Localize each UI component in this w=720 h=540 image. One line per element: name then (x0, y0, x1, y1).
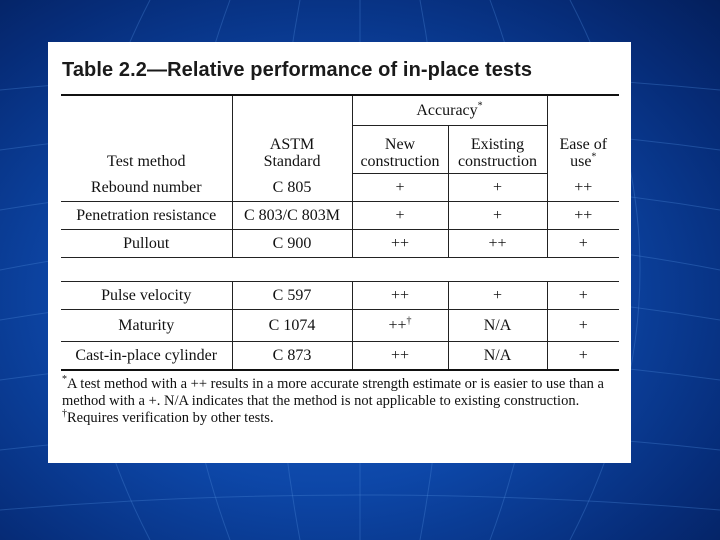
cell-existing: ++ (448, 230, 547, 258)
cell-ease: ++ (547, 202, 619, 230)
cell-astm: C 900 (232, 230, 352, 258)
dagger-mark: † (406, 315, 412, 327)
footnote-verification: †Requires verification by other tests. (62, 408, 274, 426)
cell-existing: + (448, 282, 547, 310)
cell-existing: + (448, 202, 547, 230)
section-gap (61, 258, 619, 282)
cell-ease: + (547, 310, 619, 342)
header-astm-standard: ASTM Standard (232, 95, 352, 174)
header-existing-construction: Existing construction (448, 126, 547, 174)
cell-new: ++ (352, 342, 448, 370)
cell-astm: C 803/C 803M (232, 202, 352, 230)
cell-astm: C 805 (232, 174, 352, 202)
cell-method: Rebound number (61, 174, 232, 202)
cell-new: ++† (352, 310, 448, 342)
cell-ease: + (547, 342, 619, 370)
cell-new: + (352, 174, 448, 202)
cell-ease: ++ (547, 174, 619, 202)
cell-ease: + (547, 282, 619, 310)
header-accuracy: Accuracy* (352, 95, 547, 126)
table-title: Table 2.2—Relative performance of in-place tests (62, 59, 533, 81)
table-row (61, 342, 619, 370)
cell-method: Maturity (61, 310, 232, 342)
header-new-construction: New construction (352, 126, 448, 174)
cell-new: ++ (352, 230, 448, 258)
table-footnotes (62, 376, 620, 427)
footnote-mark: * (477, 100, 483, 112)
cell-existing: N/A (448, 342, 547, 370)
cell-new: + (352, 202, 448, 230)
header-test-method: Test method (61, 95, 232, 174)
footnote-accuracy: *A test method with a ++ results in a more accurate strength estimate or is easier to use than a method with a +. N/A indicates that the method is not applicable to existing construction. (62, 374, 604, 409)
cell-existing: N/A (448, 310, 547, 342)
table-row (61, 282, 619, 310)
performance-table (61, 94, 619, 371)
table-row (61, 174, 619, 202)
cell-existing: + (448, 174, 547, 202)
cell-method: Pullout (61, 230, 232, 258)
table-row (61, 230, 619, 258)
cell-astm: C 597 (232, 282, 352, 310)
table-row (61, 310, 619, 342)
cell-method: Pulse velocity (61, 282, 232, 310)
cell-ease: + (547, 230, 619, 258)
cell-method: Penetration resistance (61, 202, 232, 230)
table-row (61, 202, 619, 230)
cell-method: Cast-in-place cylinder (61, 342, 232, 370)
header-ease-of-use: Ease of use* (547, 95, 619, 174)
cell-new: ++ (352, 282, 448, 310)
footnote-mark: * (591, 151, 597, 163)
table-panel (48, 42, 631, 463)
cell-astm: C 873 (232, 342, 352, 370)
cell-astm: C 1074 (232, 310, 352, 342)
header-row-1 (61, 95, 619, 126)
